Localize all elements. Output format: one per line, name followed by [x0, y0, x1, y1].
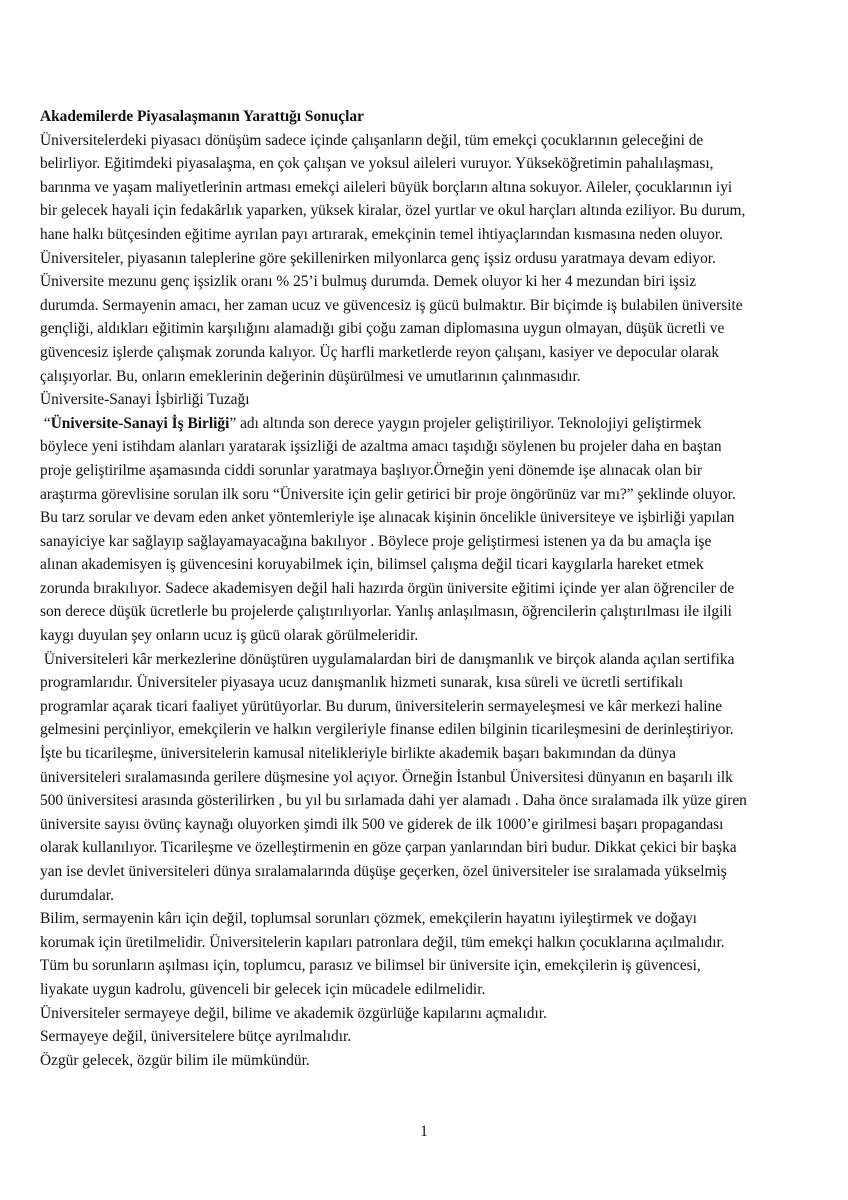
text-line: programlarıdır. Üniversiteler piyasaya ucuz danışmanlık hizmeti sunarak, kısa süreli ve ücretli sertifikalı [40, 674, 684, 692]
text-line: durumda. Sermayenin amacı, her zaman ucuz ve güvencesiz iş gücü bulmaktır. Bir biçimde iş bulabilen üniversite [40, 296, 743, 314]
page-number: 1 [420, 1123, 428, 1140]
text-line: durumdalar. [40, 886, 114, 904]
text-line: yan ise devlet üniversiteleri dünya sıralamalarında düşüşe geçerken, özel üniversiteler ise sıralamada yükselmiş [40, 863, 727, 880]
text-line: proje geliştirilme aşamasında ciddi sorunlar yaratmaya başlıyor.Örneğin yeni dönemde işe alınacak olan bir [40, 461, 703, 479]
text-line: araştırma görevlisine sorulan ilk soru “Üniversite için gelir getirici bir proje öngörünüz var mı?” şeklinde oluyor. [40, 485, 736, 503]
text-line: üniversite sayısı övünç kaynağı oluyorken şimdi ilk 500 ve giderek de ilk 1000’e girilmesi başarı propagandası [40, 815, 724, 833]
text-line: çalışıyorlar. Bu, onların emeklerinin değerinin düşürülmesi ve umutlarının çalınmasıdır. [40, 367, 581, 385]
text-line: Bilim, sermayenin kârı için değil, toplumsal sorunları çözmek, emekçilerin hayatını iyileştirmek ve doğayı [40, 910, 697, 928]
text-line: Bu tarz sorular ve devam eden anket yöntemleriyle işe alınacak kişinin öncelikle üniversiteye ve işbirliği yapılan [40, 509, 735, 527]
text-line: sanayiciye kar sağlayıp sağlayamayacağına bakılıyor . Böylece proje geliştirmesi istenen ya da bu amaçla işe [40, 532, 712, 550]
text-line: Üniversiteler sermayeye değil, bilime ve akademik özgürlüğe kapılarını açmalıdır. [40, 1004, 547, 1022]
text-line: korumak için üretilmelidir. Üniversitelerin kapıları patronlara değil, tüm emekçi halkın çocuklarına açılmalıdır. [40, 933, 725, 951]
text-line: Üniversitelerdeki piyasacı dönüşüm sadece içinde çalışanların değil, tüm emekçi çocuklarının geleceğini de [40, 131, 704, 149]
section-4 [40, 907, 820, 1072]
text-line: alınan akademisyen iş güvencesini koruyabilmek için, bilimsel çalışma değil ticari kaygılarla hareket etmek [40, 556, 704, 574]
text-line: olarak kullanılıyor. Ticarileşme ve özelleştirmenin en göze çarpan yanlarından biri budur. Dikkat çekici bir başka [40, 839, 737, 857]
section-subheading: Üniversite-Sanayi İşbirliği Tuzağı [40, 391, 250, 409]
text-line: Üniversiteleri kâr merkezlerine dönüştüren uygulamalardan biri de danışmanlık ve birçok alanda açılan sertifika [40, 650, 735, 668]
text-line: böylece yeni istihdam alanları yaratarak işsizliği de azaltma amacı taşıdığı söylenen bu projeler daha en baştan [40, 438, 722, 456]
text-line: son derece düşük ücretlerle bu projelerde çalıştırılıyorlar. Yanlış anlaşılmasın, öğrencilerin çalıştırılması ile ilgili [40, 603, 732, 621]
text-line-with-bold [40, 412, 820, 436]
text-line: Özgür gelecek, özgür bilim ile mümkündür. [40, 1051, 310, 1069]
text-line: bir gelecek hayali için fedakârlık yaparken, yüksek kiralar, özel yurtlar ve okul harçları altında eziliyor. Bu durum, [40, 202, 746, 220]
text-line: belirliyor. Eğitimdeki piyasalaşma, en çok çalışan ve yoksul aileleri vuruyor. Yükseköğretimin pahalılaşması, [40, 155, 714, 173]
text-line: liyakate uygun kadrolu, güvenceli bir gelecek için mücadele edilmelidir. [40, 980, 486, 998]
bold-phrase: Üniversite-Sanayi İş Birliği [50, 414, 230, 432]
text-line: gençliği, aldıkları eğitimin karşılığını alamadığı gibi çoğu zaman diplomasına uygun olmayan, düşük ücretli ve [40, 320, 725, 338]
text-line: 500 üniversitesi arasında gösterilirken , bu yıl bu sırlamada dahi yer alamadı . Daha önce sıralamada ilk yüze giren [40, 792, 747, 810]
text-line: hane halkı bütçesinden eğitime ayrılan payı artırarak, emekçinin temel ihtiyaçlarından kısmasına neden oluyor. [40, 225, 723, 243]
document-title: Akademilerde Piyasalaşmanın Yarattığı Sonuçlar [40, 108, 364, 125]
text-line: Tüm bu sorunların aşılması için, toplumcu, parasız ve bilimsel bir üniversite için, emekçilerin iş güvencesi, [40, 957, 701, 975]
text-line: zorunda bırakılıyor. Sadece akademisyen değil hali hazırda örgün üniversite eğitimi içinde yer alan öğrenciler de [40, 579, 735, 597]
text-line: İşte bu ticarileşme, üniversitelerin kamusal nitelikleriyle birlikte akademik başarı bakımından da dünya [40, 745, 676, 763]
text-line: üniversiteleri sıralamasında gerilere düşmesine yol açıyor. Örneğin İstanbul Üniversitesi dünyanın en başarılı ilk [40, 768, 733, 786]
text-line: programlar açarak ticari faaliyet yürütüyorlar. Bu durum, üniversitelerin sermayeleşmesi ve kâr merkezi haline [40, 697, 723, 715]
quote-open: “ [40, 414, 51, 432]
section-2 [40, 412, 820, 648]
text-line: Üniversiteler, piyasanın taleplerine göre şekillenirken milyonlarca genç işsiz ordusu yaratmaya devam ediyor. [40, 249, 716, 267]
section-1 [40, 129, 820, 389]
text-line: kaygı duyulan şey onların ucuz iş gücü olarak görülmeleridir. [40, 627, 419, 645]
text-line: barınma ve yaşam maliyetlerinin artması emekçi aileleri büyük borçların altına sokuyor. Aileler, çocuklarının iyi [40, 178, 733, 196]
text-line: güvencesiz işlerde çalışmak zorunda kalıyor. Üç harfli marketlerde reyon çalışanı, kasiyer ve depocular olarak [40, 343, 720, 361]
document-body [40, 105, 820, 1072]
text-line: Sermayeye değil, üniversitelere bütçe ayrılmalıdır. [40, 1028, 352, 1046]
text-fragment: ” adı altında son derece yaygın projeler geliştiriliyor. Teknolojiyi geliştirmek [229, 414, 702, 432]
section-3 [40, 648, 820, 908]
text-line: Üniversite mezunu genç işsizlik oranı % 25’i bulmuş durumda. Demek oluyor ki her 4 mezundan biri işsiz [40, 273, 697, 291]
text-line: gelmesini perçinliyor, emekçilerin ve halkın vergileriyle finanse edilen bilginin ticarileşmesini de derinleştiriyor. [40, 721, 734, 739]
